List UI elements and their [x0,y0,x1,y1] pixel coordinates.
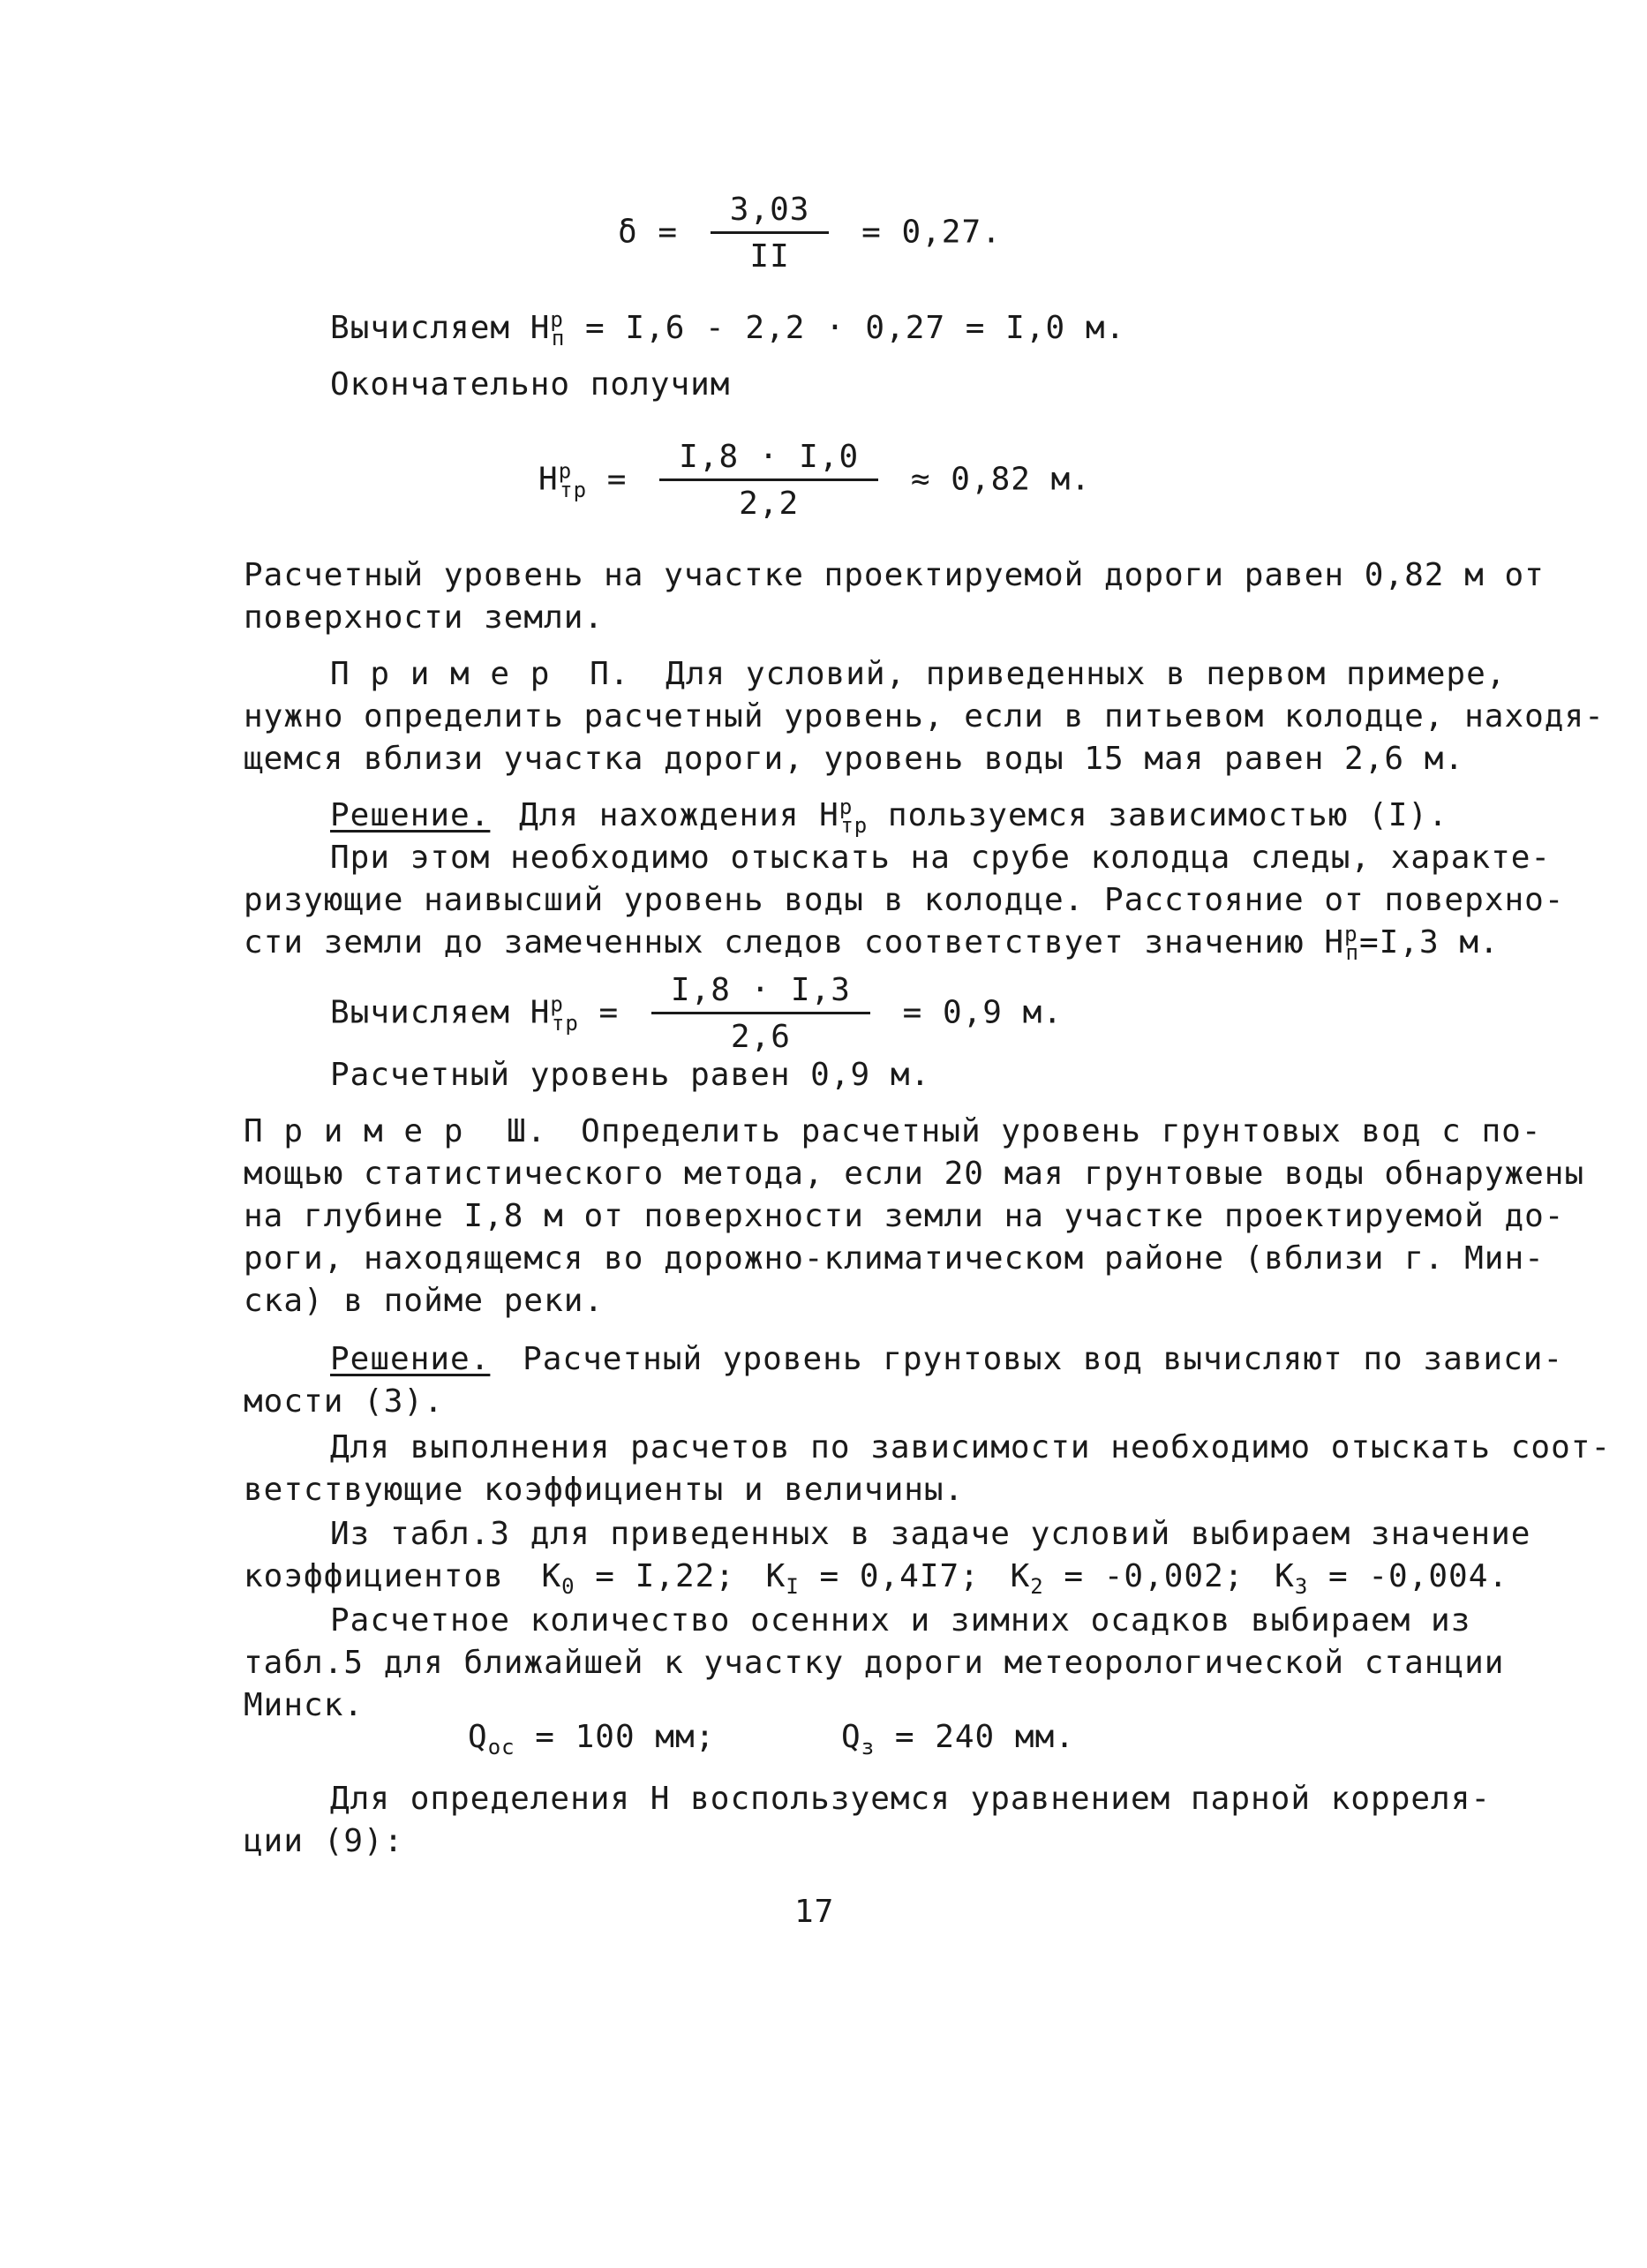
subscript: 2 [1030,1574,1044,1600]
formula-delta-lhs: δ = [618,214,679,251]
subscript: тр [840,813,869,839]
para-result-1-line-1: Расчетный уровень на участке проектируемой дороги равен 0,82 м от [244,557,1545,593]
solution-2-calc [330,971,1063,1057]
formula-delta-numerator: 3,03 [711,191,830,234]
qoc-value: = 100 мм; [515,1719,716,1755]
formula-htr-base: H [538,461,559,498]
superscript: р [839,795,854,819]
k1-symbol: K [765,1558,786,1594]
k2-value: = -0,002; [1043,1558,1245,1594]
solution-3-coefficients [244,1556,1508,1598]
example-2-line-2: нужно определить расчетный уровень, если в питьевом колодце, находя- [244,698,1605,735]
formula-delta [618,191,1002,276]
k2-symbol: K [1010,1558,1031,1594]
line-compute-hp-rest: = I,6 - 2,2 · 0,27 = I,0 м. [565,310,1126,346]
solution-2-line-4-value: =I,3 м. [1358,924,1500,961]
solution-3-para-c-line-2: табл.5 для ближайшей к участку дороги метеорологической станции [244,1645,1505,1681]
superscript: р [1344,922,1358,946]
solution-2-line-2: При этом необходимо отыскать на срубе колодца следы, характе- [330,840,1552,876]
example-3-line-3: на глубине I,8 м от поверхности земли на участке проектируемой до- [244,1198,1565,1234]
formula-delta-rhs: = 0,27. [861,214,1002,251]
qoc-symbol: Q [468,1719,488,1755]
q3-value: = 240 мм. [875,1719,1075,1755]
superscript: р [550,307,564,332]
line-compute-hp [330,307,1125,350]
example-3-line-5: ска) в пойме реки. [244,1283,605,1319]
line-finally: Окончательно получим [330,366,731,403]
example-3-line-4: роги, находящемся во дорожно-климатическом районе (вблизи г. Мин- [244,1240,1545,1277]
example-2-heading: П р и м е р [330,656,551,692]
formula-delta-fraction [711,191,830,276]
solution-3-para-b-line-1: Из табл.3 для приведенных в задаче условий выбираем значение [330,1516,1531,1552]
example-2-number: П. [590,656,630,692]
k1-value: = 0,4I7; [799,1558,980,1594]
solution-2-calc-eq: = [598,994,620,1031]
subscript: ос [487,1735,515,1760]
solution-3-para-c-line-1: Расчетное количество осенних и зимних осадков выбираем из [330,1602,1471,1639]
solution-2-label: Решение. [330,797,491,833]
solution-3-text: Расчетный уровень грунтовых вод вычисляют по завиcи- [523,1341,1564,1377]
solution-3-para-a-line-1: Для выполнения расчетов по зависимости необходимо отыскать соот- [330,1429,1612,1466]
solution-2-calc-fraction [651,971,870,1057]
subscript: I [786,1574,800,1600]
line-compute-hp-prefix: Вычисляем H [330,310,551,346]
solution-2-line-4 [244,922,1500,964]
solution-3-line-1 [330,1338,1563,1381]
page-number: 17 [794,1894,835,1930]
subscript: п [1345,940,1359,966]
formula-htr-fraction [659,438,878,524]
coefficients-label: коэффициентов [244,1558,504,1594]
subscript: п [551,326,566,351]
example-2-text: Для условий, приведенных в первом примере, [666,656,1507,692]
k3-symbol: K [1275,1558,1295,1594]
example-3-text: Определить расчетный уровень грунтовых вод с по- [581,1113,1542,1149]
solution-2-line-3: ризующие наивысший уровень воды в колодце. Расстояние от поверхно- [244,882,1565,918]
formula-htr-rhs: ≈ 0,82 м. [910,461,1091,498]
subscript: 0 [561,1574,575,1600]
solution-3-precipitation [468,1716,1075,1759]
solution-2-line-1 [330,795,1448,837]
example-3-heading: П р и м е р [244,1113,464,1149]
formula-htr-numerator: I,8 · I,0 [659,438,878,481]
solution-2-calc-denominator: 2,6 [730,1019,791,1055]
solution-3-para-d-line-1: Для определения H воспользуемся уравнением парной корреля- [330,1781,1492,1817]
example-2-line-1 [330,653,1506,696]
example-3-line-2: мощью статистического метода, если 20 мая грунтовые воды обнаружены [244,1156,1585,1192]
solution-3-para-c-line-3: Минск. [244,1687,365,1723]
superscript: р [558,458,573,484]
solution-3-line-2: мости (3). [244,1383,444,1420]
solution-2-line-4-text: сти земли до замеченных следов соответствует значению H [244,924,1345,961]
solution-2-calc-rhs: = 0,9 м. [902,994,1063,1031]
subscript: тр [560,477,588,502]
solution-2-text-end: пользуемся зависимостью (I). [887,797,1448,833]
solution-2-calc-numerator: I,8 · I,3 [651,971,870,1014]
solution-2-calc-prefix: Вычисляем H [330,994,551,1031]
solution-3-label: Решение. [330,1341,491,1377]
subscript: 3 [1294,1574,1309,1600]
subscript: з [861,1735,876,1760]
example-3-line-1 [244,1111,1542,1153]
k0-symbol: K [541,1558,562,1594]
solution-3-para-d-line-2: ции (9): [244,1823,404,1859]
subscript: тр [551,1010,579,1036]
formula-delta-denominator: II [749,238,790,275]
formula-htr-denominator: 2,2 [739,486,800,522]
example-3-number: Ш. [507,1113,547,1149]
k3-value: = -0,004. [1308,1558,1509,1594]
solution-2-text: Для нахождения H [519,797,839,833]
para-result-1-line-2: поверхности земли. [244,599,605,636]
superscript: р [550,991,564,1017]
example-2-line-3: щемся вблизи участка дороги, уровень воды 15 мая равен 2,6 м. [244,741,1465,777]
formula-htr [538,438,1091,524]
k0-value: = I,22; [575,1558,735,1594]
formula-htr-eq: = [606,461,628,498]
solution-2-result: Расчетный уровень равен 0,9 м. [330,1057,931,1093]
solution-3-para-a-line-2: ветствующие коэффициенты и величины. [244,1472,965,1508]
q3-symbol: Q [841,1719,861,1755]
